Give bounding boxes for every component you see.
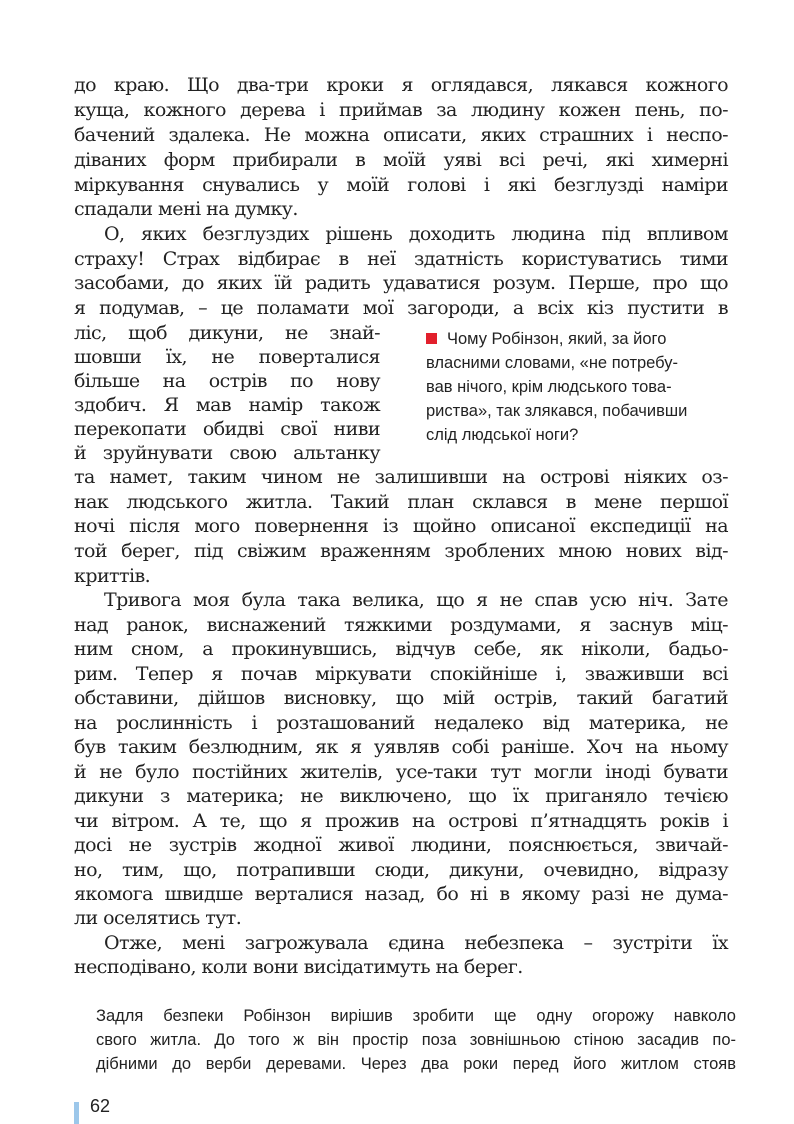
text-line: шовши їх, не поверталися xyxy=(74,346,380,368)
margin-question xyxy=(426,327,736,447)
text-line: спадали мені на думку. xyxy=(74,198,298,220)
question-line: вав нічого, крім людського това- xyxy=(426,378,672,396)
question-line: слід людської ноги? xyxy=(426,426,579,444)
page-number-accent-bar xyxy=(74,1102,79,1124)
text-line: більше на острів по нову xyxy=(74,370,380,392)
text-line: ночі після мого повернення із щойно описаної експедиції на xyxy=(74,515,728,537)
text-line: куща, кожного дерева і приймав за людину кожен пень, по- xyxy=(74,99,728,121)
text-line: досі не зустрів жодної живої людини, пояснюється, звичай- xyxy=(74,834,728,856)
question-text: Чому Робінзон, який, за його xyxy=(447,330,667,348)
text-line: но, тим, що, потрапивши сюди, дикуни, очевидно, відразу xyxy=(74,859,728,881)
text-line: Отже, мені загрожувала єдина небезпека – зустріти їх xyxy=(104,932,728,954)
text-line: О, яких безглуздих рішень доходить людина під впливом xyxy=(104,223,728,245)
text-line: на рослинність і розташований недалеко від материка, не xyxy=(74,712,728,734)
question-line: власними словами, «не потребу- xyxy=(426,354,678,372)
text-line: дикуни з материка; не виключено, що їх приганяло течією xyxy=(74,785,728,807)
text-line: ним сном, а прокинувшись, відчув себе, як ніколи, бадьо- xyxy=(74,638,728,660)
text-line: був таким безлюдним, як я уявляв собі раніше. Хоч на ньому xyxy=(74,736,728,758)
text-line: Тривога моя була така велика, що я не спав усю ніч. Зате xyxy=(104,589,728,611)
text-line: несподівано, коли вони висідатимуть на берег. xyxy=(74,956,523,978)
text-line: засобами, до яких їй радить удаватися розум. Перше, про що xyxy=(74,272,728,294)
text-line: бачений здалека. Не можна описати, яких страшних і неспо- xyxy=(74,124,728,146)
page-number: 62 xyxy=(90,1096,111,1116)
text-line: й не було постійних жителів, усе-таки тут могли іноді бувати xyxy=(74,761,728,783)
text-line: той берег, під свіжим враженням зроблених мною нових від- xyxy=(74,540,728,562)
summary-line: Задля безпеки Робінзон вирішив зробити ще одну огорожу навколо xyxy=(96,1007,736,1025)
text-line: й зруйнувати свою альтанку xyxy=(74,442,380,464)
text-line: чи вітром. А те, що я прожив на острові п’ятнадцять років і xyxy=(74,810,728,832)
text-line: якомога швидше верталися назад, бо ні в якому разі не дума- xyxy=(74,883,728,905)
text-line: криттів. xyxy=(74,565,151,587)
question-line xyxy=(426,327,736,351)
text-line: діваних форм прибирали в моїй уяві всі речі, які химерні xyxy=(74,149,728,171)
text-line: я подумав, – це поламати мої загороди, а всіх кіз пустити в xyxy=(74,297,728,319)
text-line: нак людського житла. Такий план склався в мене першої xyxy=(74,491,728,513)
text-line: до краю. Що два-три кроки я оглядався, лякався кожного xyxy=(74,74,728,96)
text-line: рим. Тепер я почав міркувати спокійніше і, зваживши всі xyxy=(74,663,728,685)
text-line: здобич. Я мав намір також xyxy=(74,394,380,416)
summary-line: свого житла. До того ж він простір поза зовнішньою стіною засадив по- xyxy=(96,1031,736,1049)
text-line: ліс, щоб дикуни, не знай- xyxy=(74,322,380,344)
text-line: обставини, дійшов висновку, що мій острів, такий багатий xyxy=(74,687,728,709)
text-line: та намет, таким чином не залишивши на острові ніяких оз- xyxy=(74,466,728,488)
summary-line: дібними до верби деревами. Через два роки перед його житлом стояв xyxy=(96,1055,736,1073)
text-line: перекопати обидві свої ниви xyxy=(74,418,380,440)
text-line: ли оселятись тут. xyxy=(74,907,242,929)
red-square-marker-icon xyxy=(426,333,437,344)
text-line: над ранок, виснажений тяжкими роздумами, я заснув міц- xyxy=(74,614,728,636)
text-line: міркування снувались у моїй голові і які безглузді наміри xyxy=(74,174,728,196)
question-line: риства», так злякався, побачивши xyxy=(426,402,688,420)
text-line: страху! Страх відбирає в неї здатність користуватись тими xyxy=(74,248,728,270)
